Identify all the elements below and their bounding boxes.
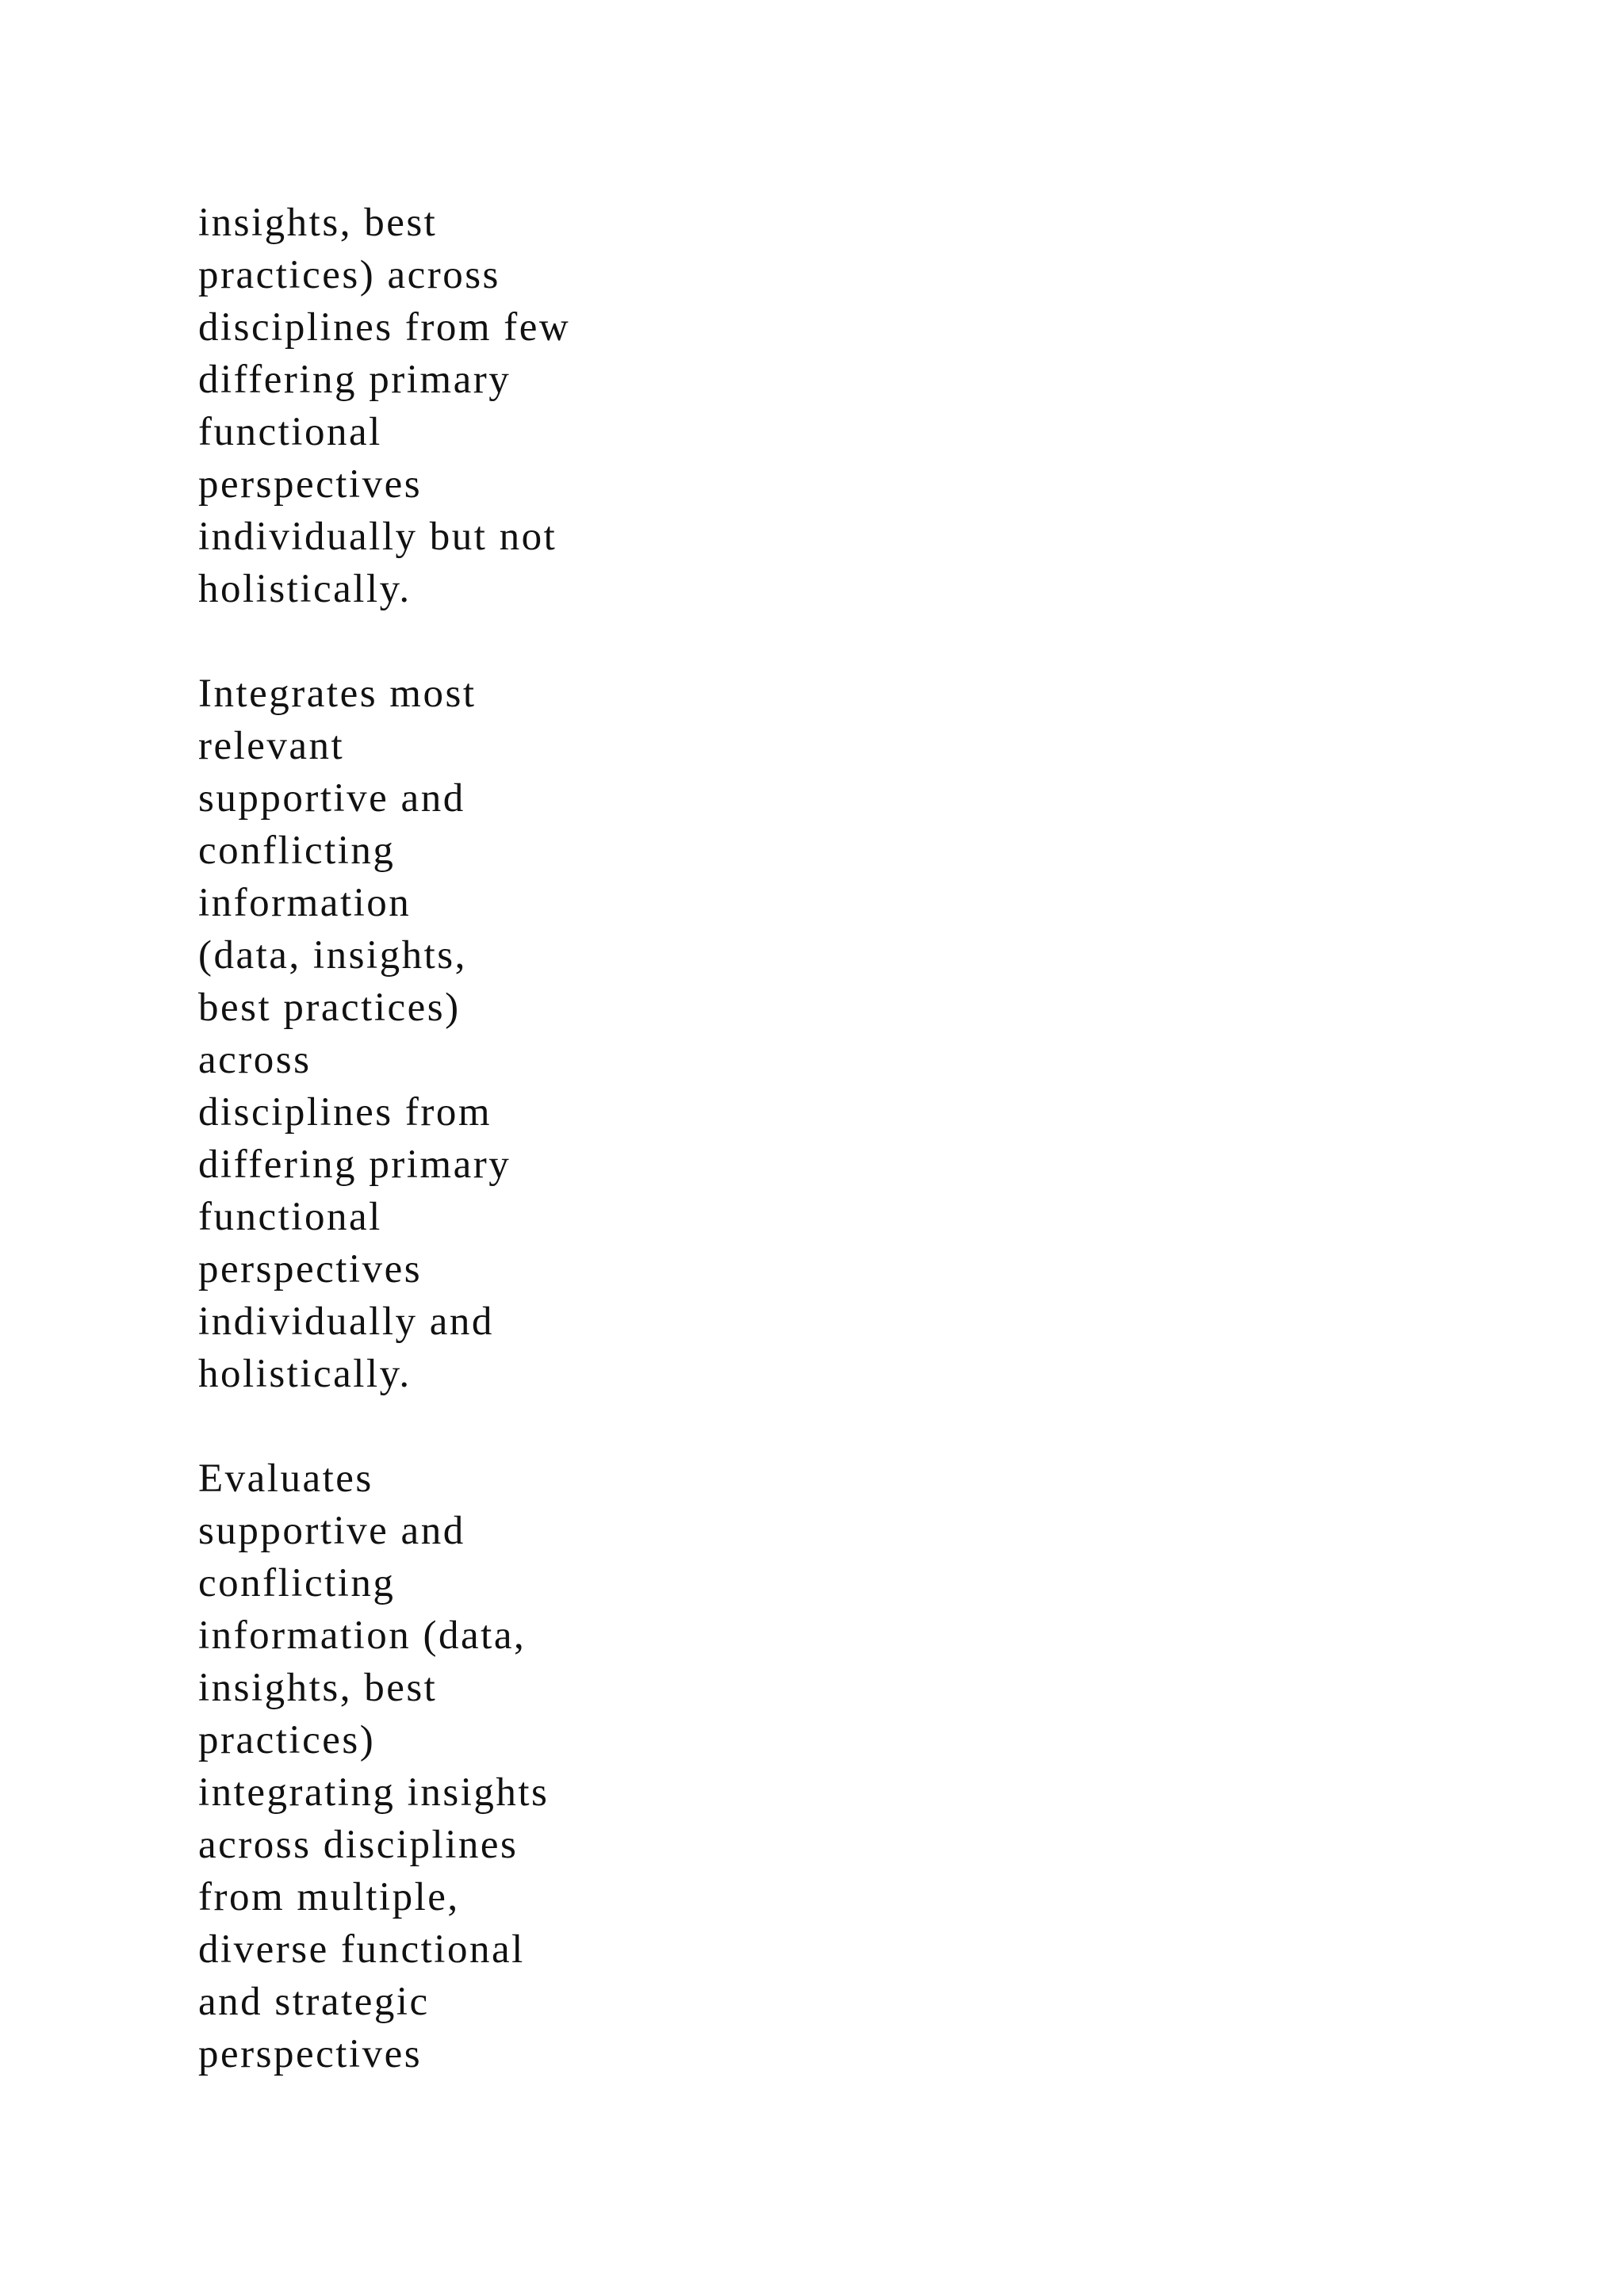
- text-line: relevant: [198, 724, 345, 768]
- text-line: across disciplines: [198, 1823, 519, 1867]
- text-line: functional: [198, 410, 382, 454]
- text-line: individually but not: [198, 515, 557, 559]
- paragraph-1: [198, 197, 1150, 615]
- text-line: integrating insights: [198, 1770, 550, 1815]
- text-line: perspectives: [198, 1247, 423, 1292]
- text-line: practices): [198, 1718, 376, 1762]
- text-line: perspectives: [198, 462, 423, 507]
- text-line: disciplines from: [198, 1090, 492, 1135]
- text-line: information: [198, 881, 412, 925]
- text-line: supportive and: [198, 1509, 465, 1553]
- text-line: insights, best: [198, 1666, 438, 1710]
- text-line: practices) across: [198, 253, 500, 297]
- text-line: perspectives: [198, 2032, 423, 2076]
- paragraph-3: [198, 1452, 1150, 2080]
- paragraph-2: [198, 668, 1150, 1400]
- text-line: conflicting: [198, 828, 396, 873]
- text-line: Evaluates: [198, 1456, 373, 1501]
- text-line: individually and: [198, 1299, 494, 1344]
- text-column: [198, 197, 1150, 2133]
- text-line: from multiple,: [198, 1875, 460, 1919]
- text-line: diverse functional: [198, 1927, 525, 1972]
- text-line: conflicting: [198, 1561, 396, 1605]
- text-line: differing primary: [198, 1142, 511, 1187]
- text-line: disciplines from few: [198, 305, 571, 350]
- text-line: holistically.: [198, 567, 412, 611]
- text-line: supportive and: [198, 776, 465, 821]
- text-line: best practices): [198, 985, 461, 1030]
- text-line: information (data,: [198, 1613, 527, 1658]
- text-line: across: [198, 1038, 312, 1082]
- text-line: Integrates most: [198, 672, 477, 716]
- text-line: (data, insights,: [198, 933, 467, 978]
- text-line: and strategic: [198, 1980, 430, 2024]
- text-line: holistically.: [198, 1352, 412, 1396]
- text-line: functional: [198, 1195, 382, 1239]
- text-line: differing primary: [198, 358, 511, 402]
- text-line: insights, best: [198, 201, 438, 245]
